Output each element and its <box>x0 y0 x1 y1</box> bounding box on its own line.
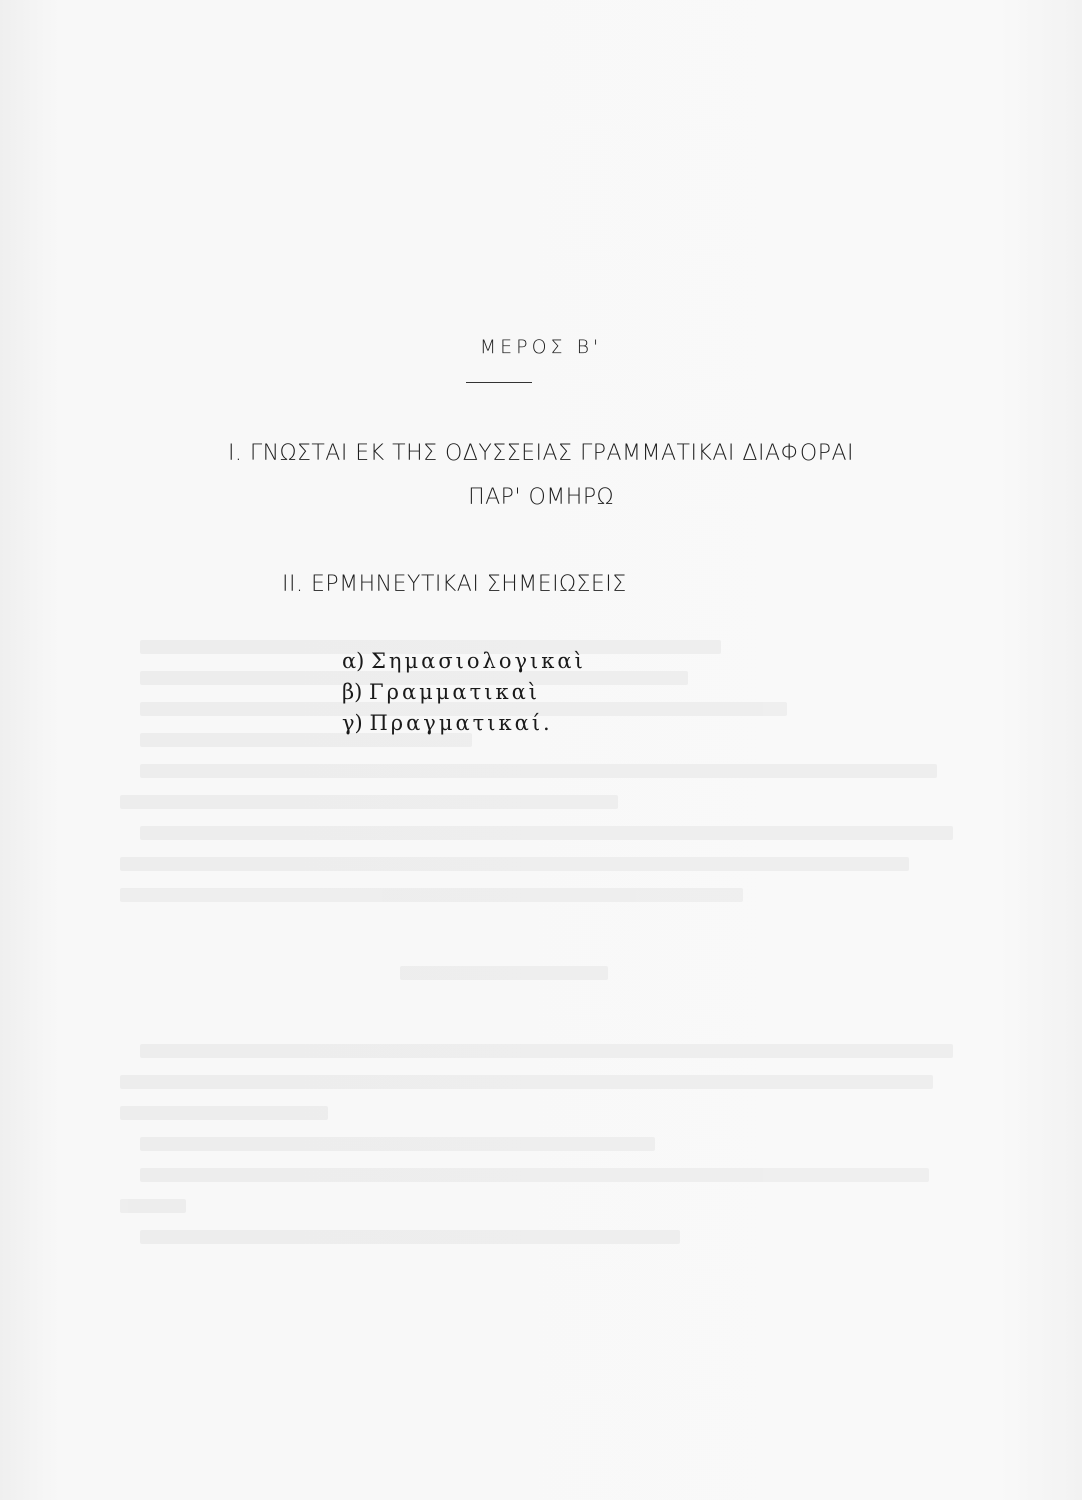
list-item-marker: β) <box>342 680 363 704</box>
list-item <box>342 708 586 739</box>
show-through-texture <box>120 640 950 1400</box>
section-2-heading: ΙΙ. ΕΡΜΗΝΕΥΤΙΚΑΙ ΣΗΜΕΙΩΣΕΙΣ <box>282 572 627 597</box>
list-item <box>342 646 586 677</box>
section-1-heading-line-2: ΠΑΡ' ΟΜΗΡΩ <box>468 485 614 510</box>
part-title: ΜΕΡΟΣ Β' <box>479 336 603 358</box>
list-item-label: Σημασιολογικαὶ <box>371 649 586 673</box>
list-item <box>342 677 586 708</box>
list-item-marker: γ) <box>342 711 363 735</box>
title-divider <box>466 382 532 383</box>
section-1-heading-line-1: Ι. ΓΝΩΣΤΑΙ ΕΚ ΤΗΣ ΟΔΥΣΣΕΙΑΣ ΓΡΑΜΜΑΤΙΚΑΙ ΔΙΑΦΟΡΑΙ <box>227 441 855 466</box>
list-item-label: Πραγματικαί. <box>369 711 553 735</box>
section-1-heading <box>0 432 1082 520</box>
list-item-marker: α) <box>342 649 365 673</box>
section-2-subitems <box>342 646 586 739</box>
list-item-label: Γραμματικαὶ <box>369 680 540 704</box>
